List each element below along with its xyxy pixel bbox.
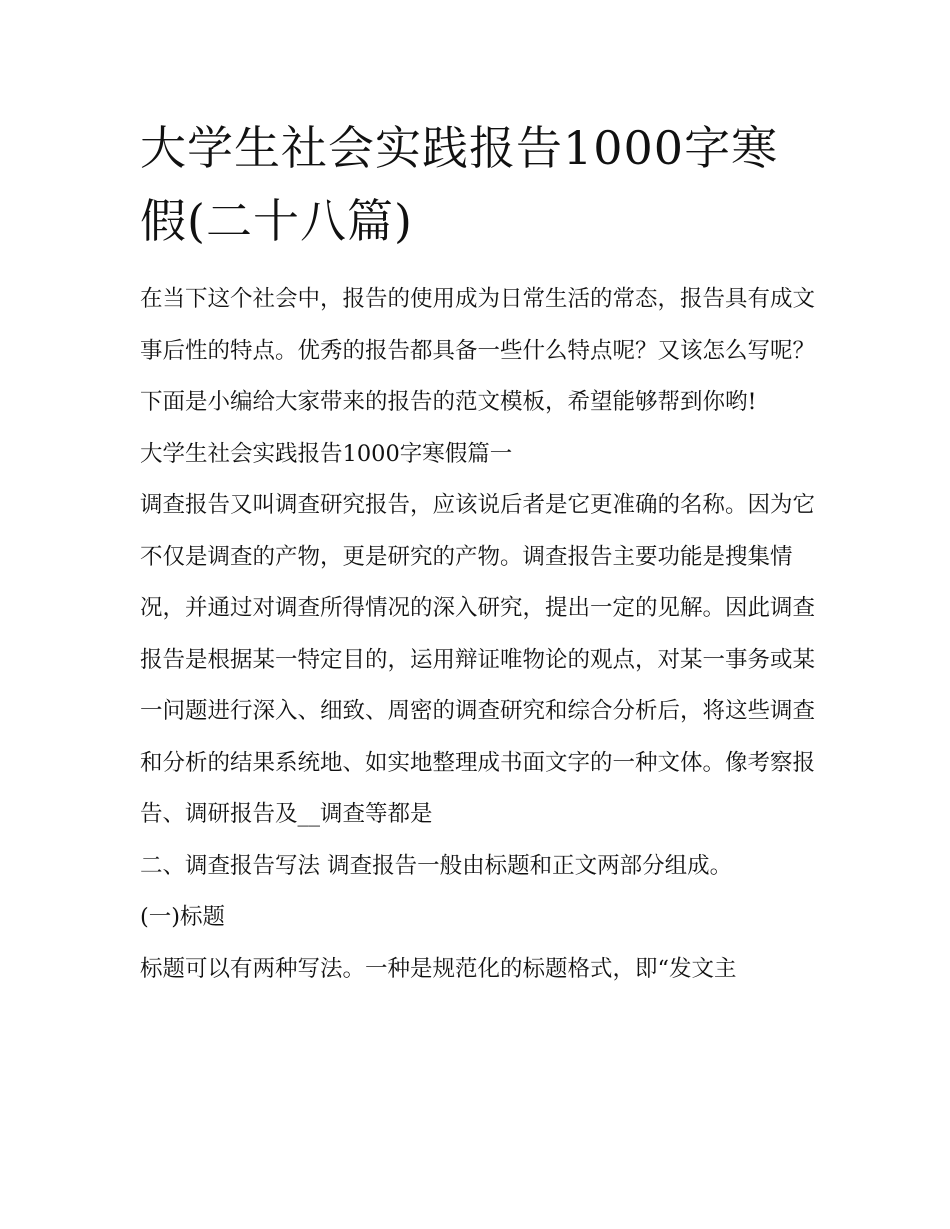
body-paragraph: 标题可以有两种写法。一种是规范化的标题格式，即“发文主 xyxy=(140,955,737,982)
body-paragraph: 调查报告又叫调查研究报告，应该说后者是它更准确的名称。因为它不仅是调查的产物，更是研究的产物。调查报告主要功能是搜集情况，并通过对调查所得情况的深入研究，提出一定的见解。因此调查报告是根据某一特定目的，运用辩证唯物论的观点，对某一事务或某一问题进行深入、细致、周密的调查研究和综合分析后，将这些调查和分析的结果系统地、如实地整理成书面文字的一种文体。像考察报告、调研报告及__调查等都是 xyxy=(140,492,816,827)
document-page xyxy=(140,112,815,995)
document-body xyxy=(140,274,815,995)
subsection-label: (一)标题 xyxy=(140,904,226,930)
subsection-heading: 二、调查报告写法 调查报告一般由标题和正文两部分组成。 xyxy=(140,852,733,879)
document-title: 大学生社会实践报告1000字寒假(二十八篇) xyxy=(140,121,779,248)
intro-paragraph: 在当下这个社会中，报告的使用成为日常生活的常态，报告具有成文事后性的特点。优秀的报告都具备一些什么特点呢？又该怎么写呢？下面是小编给大家带来的报告的范文模板，希望能够帮到你哟! xyxy=(140,286,816,415)
section-heading: 大学生社会实践报告1000字寒假篇一 xyxy=(140,440,513,467)
